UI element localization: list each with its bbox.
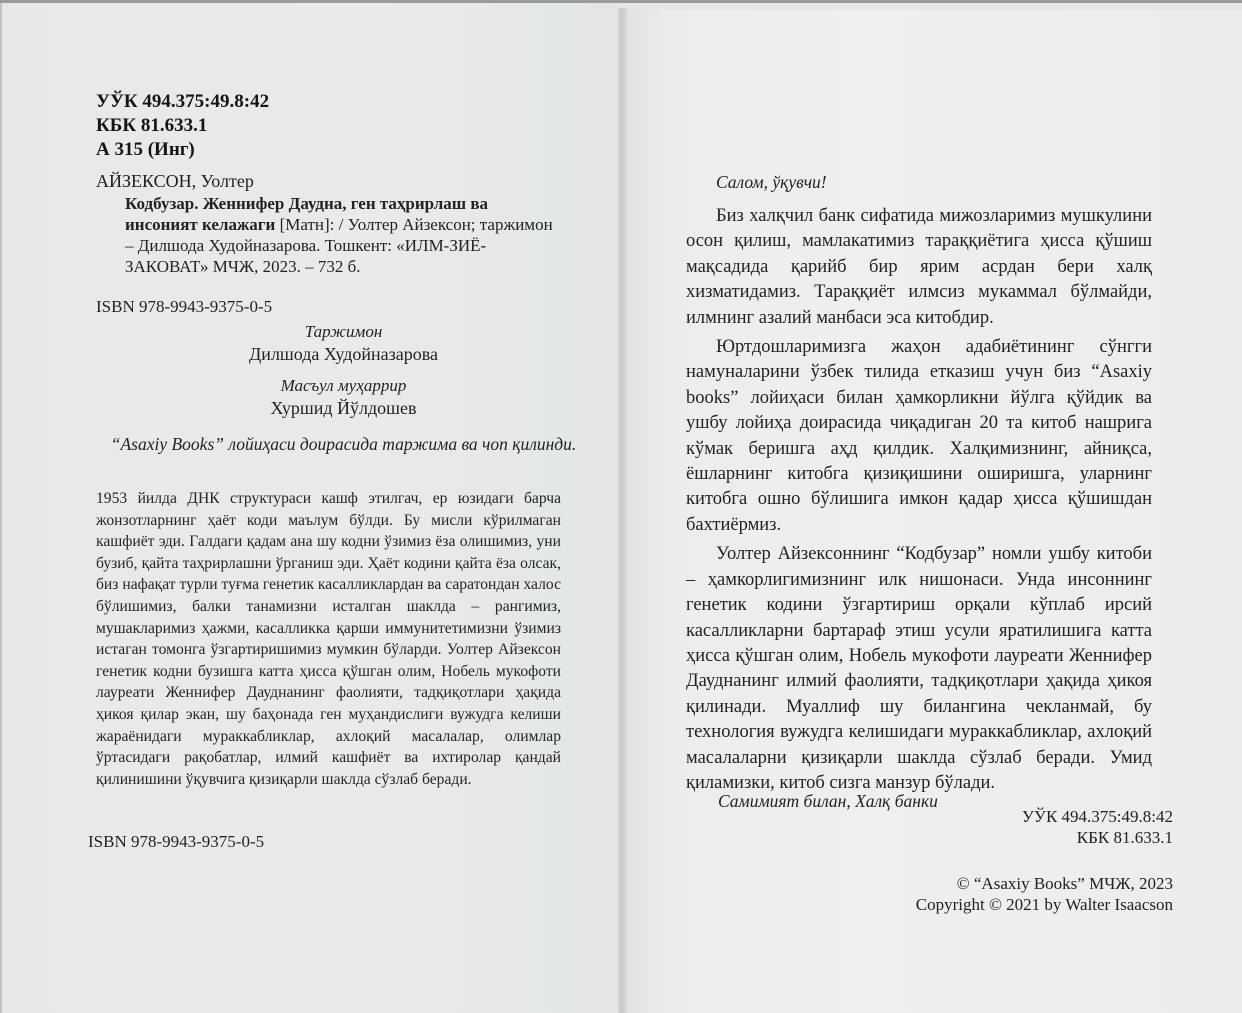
isbn-bottom: ISBN 978-9943-9375-0-5 — [88, 832, 265, 851]
publisher-copyright: © “Asaxiy Books” МЧЖ, 2023 — [956, 874, 1173, 893]
letter-signoff: Самимият билан, Халқ банки — [718, 791, 938, 811]
credit-editor — [96, 376, 591, 419]
book-title: Кодбузар. Женнифер Даудна, ген таҳрирлаш ва инсоният келажаги — [125, 194, 489, 234]
credit-name: Хуршид Йўлдошев — [270, 398, 417, 418]
bbk-code: КБК 81.633.1 — [1076, 828, 1173, 847]
catalog-codes — [96, 90, 556, 162]
udc-code: УЎК 494.375:49.8:42 — [96, 91, 270, 112]
letter-greeting: Салом, ўқувчи! — [716, 172, 827, 192]
bottom-catalog-codes — [1022, 806, 1173, 848]
bibliographic-details: [Матн]: / Уолтер Айзексон; таржимон – Дилшода Худойназарова. Тошкент: «ИЛМ-ЗИЁ-ЗАКОВАТ» МЧЖ, 2023. – 732 б. — [125, 215, 553, 276]
copyright-block — [916, 873, 1173, 915]
bibliographic-entry — [125, 193, 555, 277]
letter-paragraph: Юртдошларимизга жаҳон адабиётининг сўнгги намуналарини ўзбек тилида етказиш учун биз “Asaxiy books” лойиҳаси билан ҳамкорликни йўлга қўйдик ва ушбу лойиҳа доирасида чиқадиган 20 та китоб нашрига кўмак беришга аҳд қилдик. Халқимизнинг, айниқса, ёшларнинг китобга қизиқишини оширишга, уларнинг китобга ошно бўлишига имкон қадар ҳисса қўшишдан бахтиёрмиз. — [686, 337, 1152, 535]
letter-body — [686, 204, 1152, 796]
udc-code: УЎК 494.375:49.8:42 — [1021, 807, 1173, 826]
author-mark: А 315 (Инг) — [96, 139, 195, 160]
credit-role: Таржимон — [304, 322, 383, 341]
project-note: “Asaxiy Books” лойиҳаси доирасида таржима ва чоп қилинди. — [110, 434, 577, 454]
letter-paragraph: Уолтер Айзексоннинг “Кодбузар” номли ушбу китоби – ҳамкорлигимизнинг илк нишонаси. Унда инсоннинг генетик кодини ўзгартириш орқали кўплаб ирсий касалликларни бартараф этиш усули яратилишига катта ҳисса қўшган олим, Нобель мукофоти лауреати Женнифер Дауднанинг илмий фаолияти, тадқиқотлари ҳақида ҳикоя қилинади. Муаллиф шу билангина чекланмай, бу технология вужудга келишидаги мураккабликлар, ахлоқий масалаларни қизиқарли шаклда сўзлаб беради. Умид қиламизки, китоб сизга манзур бўлади. — [686, 544, 1152, 793]
book-abstract: 1953 йилда ДНК структураси кашф этилгач, ер юзидаги барча жонзотларнинг ҳаёт коди маълум бўлди. Бу мисли кўрилмаган кашфиёт эди. Галдаги қадам ана шу кодни ўзимиз ёза олишимиз, уни бузиб, қайта таҳрирлашни ўрганиш эди. Ҳаёт кодини қайта ёза олсак, биз нафақат турли туғма генетик касалликлардан ва саратондан халос бўлишимиз, балки танамизни исталган шаклда – рангимиз, мушакларимиз ҳажми, касалликка қарши иммунитетимизни ўзимиз истаган томонга ўзгартиришимиз мумкин бўларди. Уолтер Айзексон генетик кодни бузишга катта ҳисса қўшган олим, Нобель мукофоти лауреати Женнифер Дауднанинг фаолияти, тадқиқотлари ҳақида ҳикоя қилар экан, шу баҳонада ген муҳандислиги вужудга келиши жараёнидаги мураккабликлар, ахлоқий масалалар, олимлар ўртасидаги рақобатлар, илмий кашфиёт ва ихтиролар қандай қилинишини ўқувчига қизиқарли шаклда сўзлаб беради. — [96, 490, 561, 788]
bbk-code: КБК 81.633.1 — [96, 115, 208, 136]
credit-role: Масъул муҳаррир — [280, 376, 407, 395]
credit-name: Дилшода Худойназарова — [249, 344, 438, 364]
isbn-top: ISBN 978-9943-9375-0-5 — [96, 297, 273, 316]
letter-paragraph: Биз халқчил банк сифатида мижозларимиз мушкулини осон қилиш, мамлакатимиз тараққиётига ҳисса қўшиш мақсадида қарийб бир ярим асрдан бери халқ хизматидамиз. Тараққиёт илмсиз мукаммал бўлмайди, илмнинг азалий манбаси эса китобдир. — [686, 206, 1152, 328]
author-heading: АЙЗЕКСОН, Уолтер — [96, 171, 254, 191]
credit-translator — [96, 322, 591, 365]
original-copyright: Copyright © 2021 by Walter Isaacson — [915, 895, 1173, 914]
